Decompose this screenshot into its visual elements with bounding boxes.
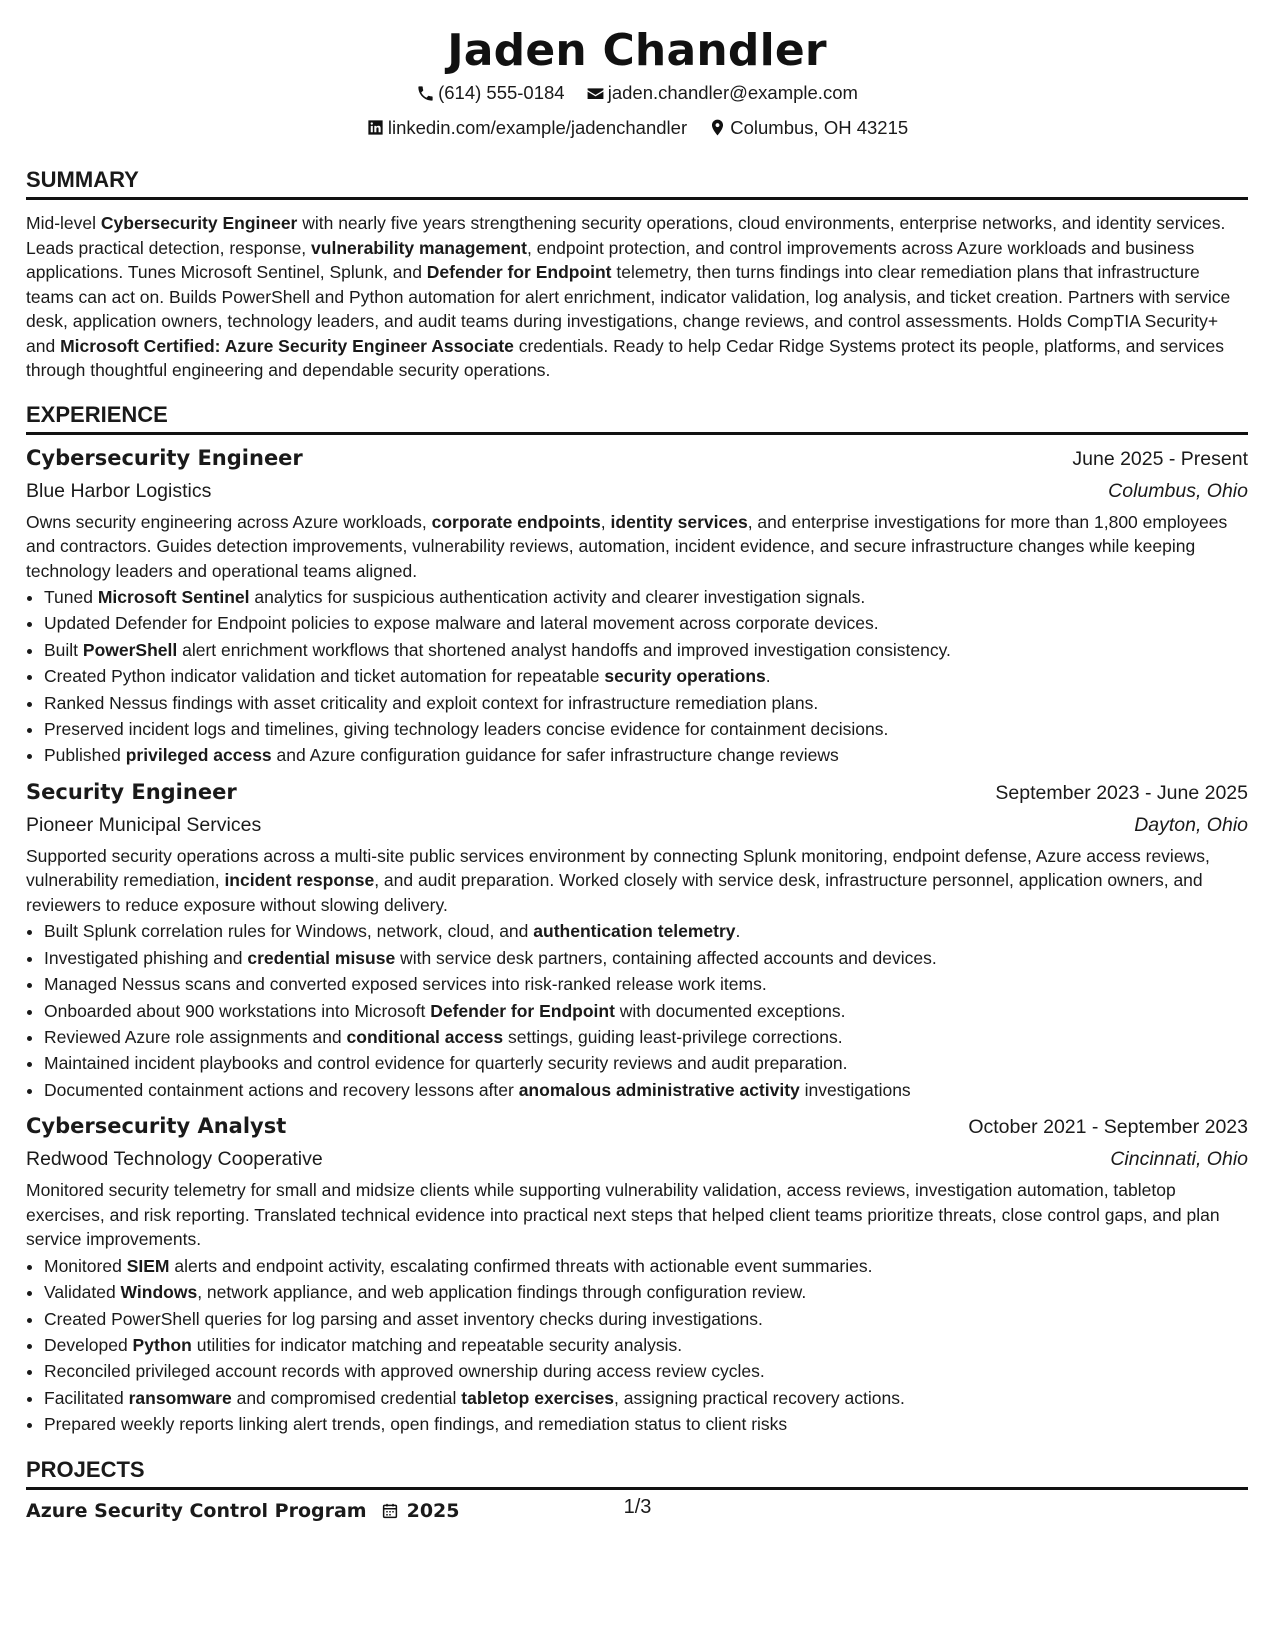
text-run: , endpoint protection, and control improvements across Azure workloads and business applications. Tunes Microsoft Sentinel, Splunk, and xyxy=(26,237,1195,282)
text-run: , assigning practical recovery actions. xyxy=(614,1387,905,1408)
bullet-item xyxy=(44,610,1248,636)
bullet-item xyxy=(44,742,1248,768)
job-title: Cybersecurity Engineer xyxy=(26,445,303,470)
text-run: Mid-level xyxy=(26,213,101,233)
bold-phrase: privileged access xyxy=(125,745,272,766)
text-run: Monitored security telemetry for small and midsize clients while supporting vulnerability validation, access reviews, investigation automation, tabletop exercises, and risk reporting. Translated technical evidence into practical next steps that helped client teams prioritize threats, close control gaps, and plan service improvements. xyxy=(26,1180,1220,1250)
contact-phone xyxy=(416,82,565,104)
text-run: with nearly five years strengthening security operations, cloud environments, enterprise networks, and identity services. Leads practical detection, response, xyxy=(26,213,1226,258)
candidate-name: Jaden Chandler xyxy=(447,25,827,76)
text-run: . xyxy=(735,921,741,942)
text-run: settings, guiding least-privilege corrections. xyxy=(503,1026,843,1047)
bold-phrase: tabletop exercises xyxy=(461,1387,615,1408)
contact-email[interactable] xyxy=(586,82,858,104)
text-run: and compromised credential xyxy=(231,1387,462,1408)
text-run: Developed xyxy=(44,1334,133,1355)
bold-phrase: Windows xyxy=(120,1282,198,1303)
bold-phrase: Microsoft Certified: Azure Security Engineer Associate xyxy=(60,335,514,356)
job-subheader xyxy=(26,812,1248,838)
text-run: Updated Defender for Endpoint policies to expose malware and lateral movement across corporate devices. xyxy=(44,613,879,634)
job-location: Dayton, Ohio xyxy=(1134,813,1248,836)
job-description xyxy=(26,1178,1248,1252)
bold-phrase: Defender for Endpoint xyxy=(430,1000,615,1021)
bullet-item xyxy=(44,1332,1248,1358)
bold-phrase: corporate endpoints xyxy=(431,511,601,532)
job-entry xyxy=(26,1113,1248,1437)
text-run: Documented containment actions and recovery lessons after xyxy=(44,1079,519,1100)
job-header xyxy=(26,779,1248,806)
bullet-item xyxy=(44,1279,1248,1305)
bold-phrase: Python xyxy=(132,1334,192,1355)
bullet-item xyxy=(44,637,1248,663)
job-company: Redwood Technology Cooperative xyxy=(26,1148,323,1171)
bullet-item xyxy=(44,690,1248,716)
text-run: Built Splunk correlation rules for Windows, network, cloud, and xyxy=(44,921,534,942)
text-run: analytics for suspicious authentication activity and clearer investigation signals. xyxy=(249,587,866,607)
job-subheader xyxy=(26,478,1248,504)
text-run: , and enterprise investigations for more than 1,800 employees and contractors. Guides detection improvements, vulnerability reviews, automation, incident evidence, and secure infrastructure changes while keeping technology leaders and operational teams aligned. xyxy=(26,511,1228,581)
text-run: Facilitated xyxy=(44,1387,129,1408)
summary-heading: SUMMARY xyxy=(26,168,1248,200)
job-description xyxy=(26,844,1248,918)
job-dates: September 2023 - June 2025 xyxy=(995,781,1248,804)
text-run: , network appliance, and web application findings through configuration review. xyxy=(197,1282,807,1303)
bold-phrase: vulnerability management xyxy=(311,237,527,258)
text-run: Built xyxy=(44,639,83,660)
text-run: Prepared weekly reports linking alert trends, open findings, and remediation status to client risks xyxy=(44,1414,788,1435)
job-header xyxy=(26,445,1248,472)
bold-phrase: Defender for Endpoint xyxy=(426,262,612,282)
text-run: Ranked Nessus findings with asset criticality and exploit context for infrastructure remediation plans. xyxy=(44,692,819,713)
bullet-item xyxy=(44,584,1248,610)
contact-location xyxy=(708,117,908,139)
bold-phrase: security operations xyxy=(604,666,766,687)
phone-icon xyxy=(416,84,435,103)
text-run: Created Python indicator validation and ticket automation for repeatable xyxy=(44,666,605,687)
text-run: Reconciled privileged account records with approved ownership during access review cycles. xyxy=(44,1361,765,1382)
location-text: Columbus, OH 43215 xyxy=(730,116,909,138)
text-run: , and audit preparation. Worked closely with service desk, infrastructure personnel, application owners, and reviewers to reduce exposure without slowing delivery. xyxy=(26,870,1203,915)
text-run: Created PowerShell queries for log parsing and asset inventory checks during investigations. xyxy=(44,1308,763,1329)
text-run: . xyxy=(765,666,771,687)
bullet-item xyxy=(44,998,1248,1024)
job-dates: June 2025 - Present xyxy=(1072,447,1248,470)
text-run: alerts and endpoint activity, escalating confirmed threats with actionable event summaries. xyxy=(169,1255,873,1276)
job-company: Blue Harbor Logistics xyxy=(26,479,212,502)
experience-list xyxy=(26,445,1248,1438)
contact-row-1 xyxy=(26,82,1248,108)
contact-row-2 xyxy=(26,117,1248,143)
text-run: Preserved incident logs and timelines, giving technology leaders concise evidence for containment decisions. xyxy=(44,719,889,740)
project-name: Azure Security Control Program xyxy=(26,1499,367,1522)
envelope-icon xyxy=(586,84,605,103)
phone-text: (614) 555-0184 xyxy=(438,82,565,103)
bullet-item xyxy=(44,1306,1248,1332)
linkedin-link[interactable]: linkedin.com/example/jadenchandler xyxy=(387,116,688,138)
bold-phrase: identity services xyxy=(610,511,748,532)
bold-phrase: SIEM xyxy=(126,1255,170,1276)
bold-phrase: authentication telemetry xyxy=(533,921,736,942)
text-run: Monitored xyxy=(44,1255,127,1276)
text-run: Reviewed Azure role assignments and xyxy=(44,1026,347,1047)
bold-phrase: Microsoft Sentinel xyxy=(97,587,250,607)
bullet-item xyxy=(44,918,1248,944)
job-subheader xyxy=(26,1146,1248,1172)
text-run: Validated xyxy=(44,1282,121,1303)
job-location: Cincinnati, Ohio xyxy=(1110,1148,1248,1171)
bullet-item xyxy=(44,945,1248,971)
bold-phrase: credential misuse xyxy=(247,947,396,968)
job-entry xyxy=(26,445,1248,769)
bullet-item xyxy=(44,971,1248,997)
contact-linkedin[interactable] xyxy=(366,117,687,139)
bold-phrase: anomalous administrative activity xyxy=(518,1079,800,1100)
text-run: telemetry, then turns findings into clear remediation plans that infrastructure teams can act on. Builds PowerShell and Python automation for alert enrichment, indicator validation, log analysis, and ticket creation. Partners with service desk, application owners, technology leaders, and audit teams during investigations, change reviews, and control assessments. Holds CompTIA Security+ and xyxy=(26,262,1231,356)
text-run: Onboarded about 900 workstations into Microsoft xyxy=(44,1000,431,1021)
email-link[interactable]: jaden.chandler@example.com xyxy=(607,82,858,103)
bold-phrase: PowerShell xyxy=(82,639,178,660)
text-run: Investigated phishing and xyxy=(44,947,248,968)
job-company: Pioneer Municipal Services xyxy=(26,813,262,836)
job-bullets xyxy=(26,918,1248,1103)
bullet-item xyxy=(44,1077,1248,1103)
bullet-item xyxy=(44,1050,1248,1076)
text-run: investigations xyxy=(799,1079,911,1100)
bold-phrase: incident response xyxy=(224,870,375,891)
text-run: Tuned xyxy=(44,587,98,607)
job-title: Cybersecurity Analyst xyxy=(26,1114,287,1139)
job-entry xyxy=(26,779,1248,1103)
bold-phrase: ransomware xyxy=(128,1387,232,1408)
bullet-item xyxy=(44,1253,1248,1279)
project-year: 2025 xyxy=(406,1499,460,1522)
bullet-item xyxy=(44,1358,1248,1384)
bullet-item xyxy=(44,663,1248,689)
bold-phrase: Cybersecurity Engineer xyxy=(100,213,298,233)
bullet-item xyxy=(44,1385,1248,1411)
text-run: Managed Nessus scans and converted exposed services into risk-ranked release work items. xyxy=(44,974,767,995)
text-run: , xyxy=(600,511,611,532)
bullet-item xyxy=(44,716,1248,742)
job-header xyxy=(26,1113,1248,1140)
summary-text xyxy=(26,211,1248,383)
text-run: with service desk partners, containing affected accounts and devices. xyxy=(395,947,937,968)
linkedin-icon xyxy=(366,118,385,137)
job-location: Columbus, Ohio xyxy=(1108,479,1248,502)
text-run: Owns security engineering across Azure workloads, xyxy=(26,511,432,532)
text-run: credentials. Ready to help Cedar Ridge Systems protect its people, platforms, and services through thoughtful engineering and dependable security operations. xyxy=(26,335,1224,380)
text-run: with documented exceptions. xyxy=(614,1000,846,1021)
text-run: and Azure configuration guidance for safer infrastructure change reviews xyxy=(271,745,839,766)
experience-heading: EXPERIENCE xyxy=(26,403,1248,435)
bullet-item xyxy=(44,1411,1248,1437)
bullet-item xyxy=(44,1024,1248,1050)
text-run: Published xyxy=(44,745,126,766)
map-pin-icon xyxy=(708,118,727,137)
job-description xyxy=(26,510,1248,584)
projects-heading: PROJECTS xyxy=(26,1458,1248,1490)
job-title: Security Engineer xyxy=(26,779,237,804)
job-bullets xyxy=(26,584,1248,769)
text-run: utilities for indicator matching and repeatable security analysis. xyxy=(191,1334,683,1355)
text-run: alert enrichment workflows that shortened analyst handoffs and improved investigation consistency. xyxy=(177,639,951,660)
bold-phrase: conditional access xyxy=(346,1026,504,1047)
text-run: Supported security operations across a multi-site public services environment by connecting Splunk monitoring, endpoint defense, Azure access reviews, vulnerability remediation, xyxy=(26,845,1210,891)
job-bullets xyxy=(26,1253,1248,1438)
text-run: Maintained incident playbooks and control evidence for quarterly security reviews and audit preparation. xyxy=(44,1053,848,1074)
resume-page xyxy=(26,0,1248,1522)
page-number: 1/3 xyxy=(623,1496,652,1518)
job-dates: October 2021 - September 2023 xyxy=(968,1116,1248,1139)
